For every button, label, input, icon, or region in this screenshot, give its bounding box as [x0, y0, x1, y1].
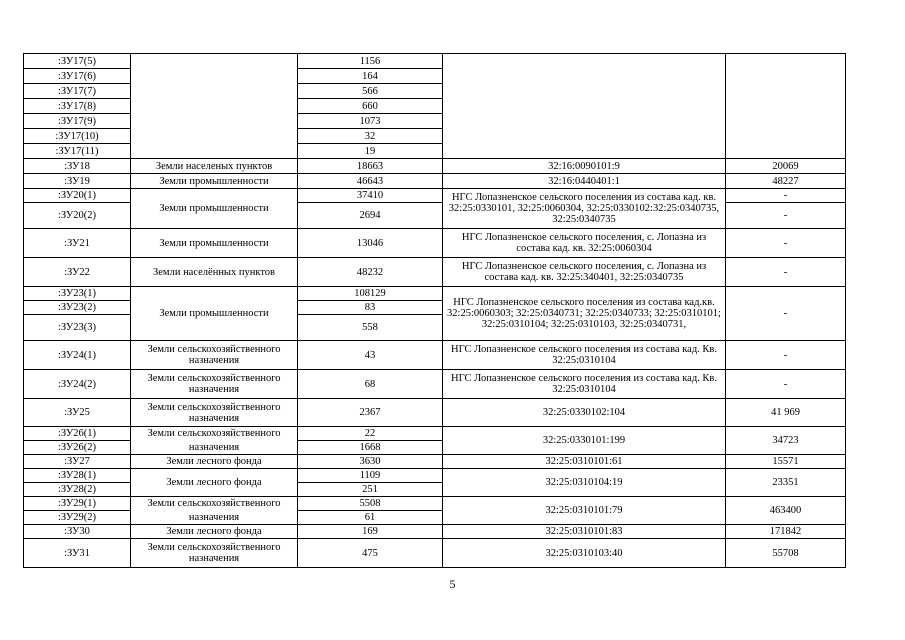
area-cell: 251	[298, 483, 443, 497]
category-cell: Земли промышленности	[131, 174, 298, 189]
plot-id: :ЗУ26(1)	[24, 427, 131, 441]
area-cell: 2367	[298, 399, 443, 427]
area-cell: 660	[298, 99, 443, 114]
value-cell	[726, 54, 846, 159]
area-cell: 169	[298, 525, 443, 539]
value-cell: 23351	[726, 469, 846, 497]
area-cell: 22	[298, 427, 443, 441]
source-cell: НГС Лопазненское сельского поселения из состава кад. Кв. 32:25:0310104	[443, 370, 726, 399]
category-cell: Земли промышленности	[131, 287, 298, 341]
area-cell: 3630	[298, 455, 443, 469]
source-cell: НГС Лопазненское сельского поселения, с. Лопазна из состава кад. кв. 32:25:340401, 32:25:0340735	[443, 258, 726, 287]
source-cell: 32:25:0310103:40	[443, 539, 726, 568]
category-cell: Земли населеных пунктов	[131, 159, 298, 174]
plot-id: :ЗУ24(1)	[24, 341, 131, 370]
value-cell: 463400	[726, 497, 846, 525]
plot-id: :ЗУ28(1)	[24, 469, 131, 483]
area-cell: 475	[298, 539, 443, 568]
value-cell: 171842	[726, 525, 846, 539]
plot-id: :ЗУ17(8)	[24, 99, 131, 114]
value-cell: -	[726, 341, 846, 370]
source-cell: 32:25:0310101:61	[443, 455, 726, 469]
area-cell: 37410	[298, 189, 443, 203]
area-cell: 108129	[298, 287, 443, 301]
source-cell: НГС Лопазненское сельского поселения из состава кад. Кв. 32:25:0310104	[443, 341, 726, 370]
plot-id: :ЗУ23(3)	[24, 315, 131, 341]
value-cell: 20069	[726, 159, 846, 174]
plot-id: :ЗУ25	[24, 399, 131, 427]
area-cell: 43	[298, 341, 443, 370]
value-cell: -	[726, 189, 846, 203]
value-cell: 34723	[726, 427, 846, 455]
category-cell: Земли населённых пунктов	[131, 258, 298, 287]
category-cell: Земли лесного фонда	[131, 455, 298, 469]
source-cell: 32:25:0310104:19	[443, 469, 726, 497]
area-cell: 13046	[298, 229, 443, 258]
category-cell: Земли сельскохозяйственного назначения	[131, 370, 298, 399]
plot-id: :ЗУ23(1)	[24, 287, 131, 301]
area-cell: 1109	[298, 469, 443, 483]
value-cell: 41 969	[726, 399, 846, 427]
category-cell: назначения	[131, 511, 298, 525]
category-cell: Земли сельскохозяйственного назначения	[131, 539, 298, 568]
category-cell: Земли сельскохозяйственного	[131, 427, 298, 441]
category-cell: Земли сельскохозяйственного назначения	[131, 341, 298, 370]
plot-id: :ЗУ17(6)	[24, 69, 131, 84]
source-cell	[443, 54, 726, 159]
value-cell: -	[726, 229, 846, 258]
area-cell: 68	[298, 370, 443, 399]
area-cell: 566	[298, 84, 443, 99]
plot-id: :ЗУ17(11)	[24, 144, 131, 159]
source-cell: НГС Лопазненское сельского поселения из состава кад. кв. 32:25:0330101, 32:25:0060304, 32:25:0330102:32:25:0340735, 32:25:0340735	[443, 189, 726, 229]
area-cell: 61	[298, 511, 443, 525]
source-cell: 32:16:0440401:1	[443, 174, 726, 189]
area-cell: 558	[298, 315, 443, 341]
category-cell: Земли промышленности	[131, 229, 298, 258]
area-cell: 18663	[298, 159, 443, 174]
page-number: 5	[449, 577, 456, 591]
category-cell	[131, 54, 298, 159]
value-cell: 15571	[726, 455, 846, 469]
source-cell: НГС Лопазненское сельского поселения, с. Лопазна из состава кад. кв. 32:25:0060304	[443, 229, 726, 258]
value-cell: -	[726, 370, 846, 399]
area-cell: 5508	[298, 497, 443, 511]
area-cell: 1073	[298, 114, 443, 129]
source-cell: 32:16:0090101:9	[443, 159, 726, 174]
area-cell: 46643	[298, 174, 443, 189]
category-cell: назначения	[131, 441, 298, 455]
area-cell: 83	[298, 301, 443, 315]
value-cell: -	[726, 258, 846, 287]
value-cell: -	[726, 203, 846, 229]
plot-id: :ЗУ20(1)	[24, 189, 131, 203]
plot-id: :ЗУ19	[24, 174, 131, 189]
area-cell: 1156	[298, 54, 443, 69]
plot-id: :ЗУ27	[24, 455, 131, 469]
plot-id: :ЗУ28(2)	[24, 483, 131, 497]
source-cell: 32:25:0330102:104	[443, 399, 726, 427]
plot-id: :ЗУ26(2)	[24, 441, 131, 455]
source-cell: 32:25:0330101:199	[443, 427, 726, 455]
plot-id: :ЗУ29(2)	[24, 511, 131, 525]
plot-id: :ЗУ17(5)	[24, 54, 131, 69]
plot-id: :ЗУ21	[24, 229, 131, 258]
plot-id: :ЗУ29(1)	[24, 497, 131, 511]
area-cell: 48232	[298, 258, 443, 287]
area-cell: 1668	[298, 441, 443, 455]
value-cell: 48227	[726, 174, 846, 189]
plot-id: :ЗУ24(2)	[24, 370, 131, 399]
category-cell: Земли лесного фонда	[131, 525, 298, 539]
area-cell: 164	[298, 69, 443, 84]
land-plots-table	[23, 53, 846, 568]
category-cell: Земли сельскохозяйственного	[131, 497, 298, 511]
plot-id: :ЗУ30	[24, 525, 131, 539]
area-cell: 2694	[298, 203, 443, 229]
plot-id: :ЗУ31	[24, 539, 131, 568]
source-cell: 32:25:0310101:79	[443, 497, 726, 525]
category-cell: Земли сельскохозяйственного назначения	[131, 399, 298, 427]
source-cell: 32:25:0310101:83	[443, 525, 726, 539]
plot-id: :ЗУ23(2)	[24, 301, 131, 315]
plot-id: :ЗУ17(10)	[24, 129, 131, 144]
value-cell: -	[726, 287, 846, 341]
value-cell: 55708	[726, 539, 846, 568]
plot-id: :ЗУ22	[24, 258, 131, 287]
source-cell: НГС Лопазненское сельского поселения из состава кад.кв. 32:25:0060303; 32:25:0340731; 32:25:0340733; 32:25:0310101; 32:25:0310104; 32:25:0310103, 32:25:0340731,	[443, 287, 726, 341]
category-cell: Земли лесного фонда	[131, 469, 298, 497]
plot-id: :ЗУ20(2)	[24, 203, 131, 229]
plot-id: :ЗУ17(7)	[24, 84, 131, 99]
category-cell: Земли промышленности	[131, 189, 298, 229]
plot-id: :ЗУ17(9)	[24, 114, 131, 129]
area-cell: 32	[298, 129, 443, 144]
area-cell: 19	[298, 144, 443, 159]
plot-id: :ЗУ18	[24, 159, 131, 174]
